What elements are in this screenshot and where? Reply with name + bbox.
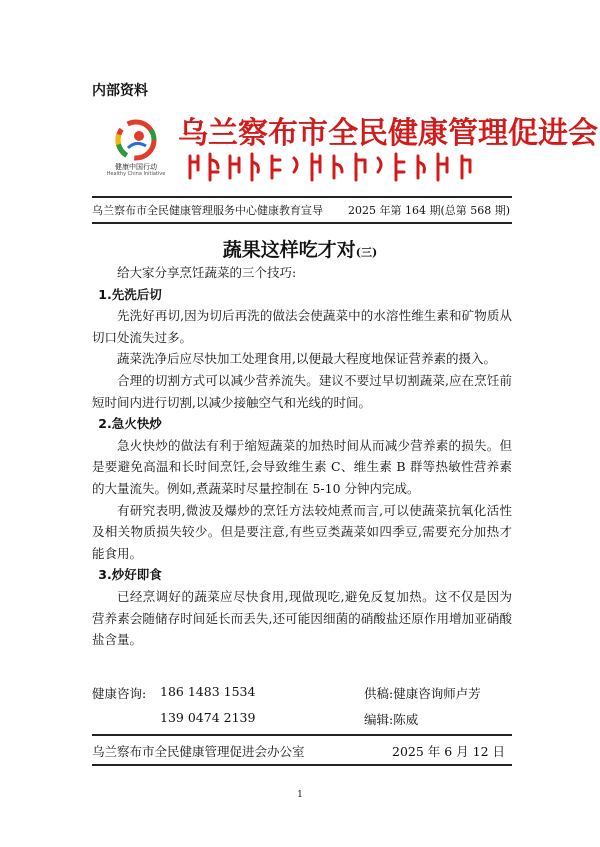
paragraph: 有研究表明,微波及爆炒的烹饪方法较炖煮而言,可以使蔬菜抗氧化活性及相关物质损失较少。但是要注意,有些豆类蔬菜如四季豆,需要充分加热才能食用。 bbox=[92, 502, 512, 561]
section-heading: 2.急火快炒 bbox=[98, 416, 162, 432]
logo-caption-en: Healthy China Initiative bbox=[106, 171, 166, 177]
contact-phone-1: 186 1483 1534 bbox=[160, 684, 256, 699]
header-rule-top bbox=[92, 196, 512, 198]
issue-number: 2025 年第 164 期(总第 568 期) bbox=[348, 204, 511, 217]
contact-phone-2: 139 0474 2139 bbox=[160, 710, 256, 725]
footer bbox=[92, 742, 506, 760]
footer-office: 乌兰察布市全民健康管理促进会办公室 bbox=[92, 744, 305, 759]
intro-paragraph: 给大家分享烹饪蔬菜的三个技巧: bbox=[117, 265, 297, 280]
section-heading: 3.炒好即食 bbox=[98, 567, 162, 583]
article-title-suffix: (三) bbox=[355, 246, 378, 259]
paragraph: 蔬菜洗净后应尽快加工处理食用,以便最大程度地保证营养素的摄入。 bbox=[117, 351, 496, 367]
header-rule-bottom bbox=[92, 222, 512, 224]
editor-credit: 编辑:陈威 bbox=[364, 712, 419, 727]
organization-title: 乌兰察布市全民健康管理促进会 bbox=[178, 116, 598, 151]
section-heading: 1.先洗后切 bbox=[98, 286, 162, 302]
logo-caption: 健康中国行动 bbox=[115, 163, 157, 171]
footer-date: 2025 年 6 月 12 日 bbox=[392, 744, 506, 759]
contact-label: 健康咨询: bbox=[92, 686, 147, 701]
article-title bbox=[0, 235, 600, 262]
paragraph: 急火快炒的做法有利于缩短蔬菜的加热时间从而减少营养素的损失。但是要避免高温和长时间烹饪,会导致维生素 C、维生素 B 群等热敏性营养素的大量流失。例如,煮蔬菜时尽量控制在 5-10 分钟内完成。 bbox=[92, 437, 512, 496]
article-title-text: 蔬果这样吃才对 bbox=[222, 239, 356, 261]
internal-label: 内部资料 bbox=[92, 83, 148, 99]
supplier-credit: 供稿:健康咨询师卢芳 bbox=[364, 686, 481, 701]
health-china-logo-icon bbox=[108, 118, 164, 164]
paragraph: 先洗好再切,因为切后再洗的做法会使蔬菜中的水溶性维生素和矿物质从切口处流失过多。 bbox=[92, 308, 512, 345]
article-body bbox=[92, 262, 512, 651]
footer-rule-top bbox=[92, 734, 512, 736]
paragraph: 已经烹调好的蔬菜应尽快食用,现做现吃,避免反复加热。这不仅是因为营养素会随储存时间延长而丢失,还可能因细菌的硝酸盐还原作用增加亚硝酸盐含量。 bbox=[92, 588, 512, 648]
subheader bbox=[92, 202, 511, 218]
publisher-line: 乌兰察布市全民健康管理服务中心健康教育宣导 bbox=[92, 204, 323, 217]
mongolian-script-title bbox=[186, 150, 482, 184]
paragraph: 合理的切割方式可以减少营养流失。建议不要过早切割蔬菜,应在烹饪前短时间内进行切割,以减少接触空气和光线的时间。 bbox=[92, 372, 512, 410]
page-number: 1 bbox=[297, 790, 303, 800]
footer-rule-bottom bbox=[92, 764, 512, 766]
